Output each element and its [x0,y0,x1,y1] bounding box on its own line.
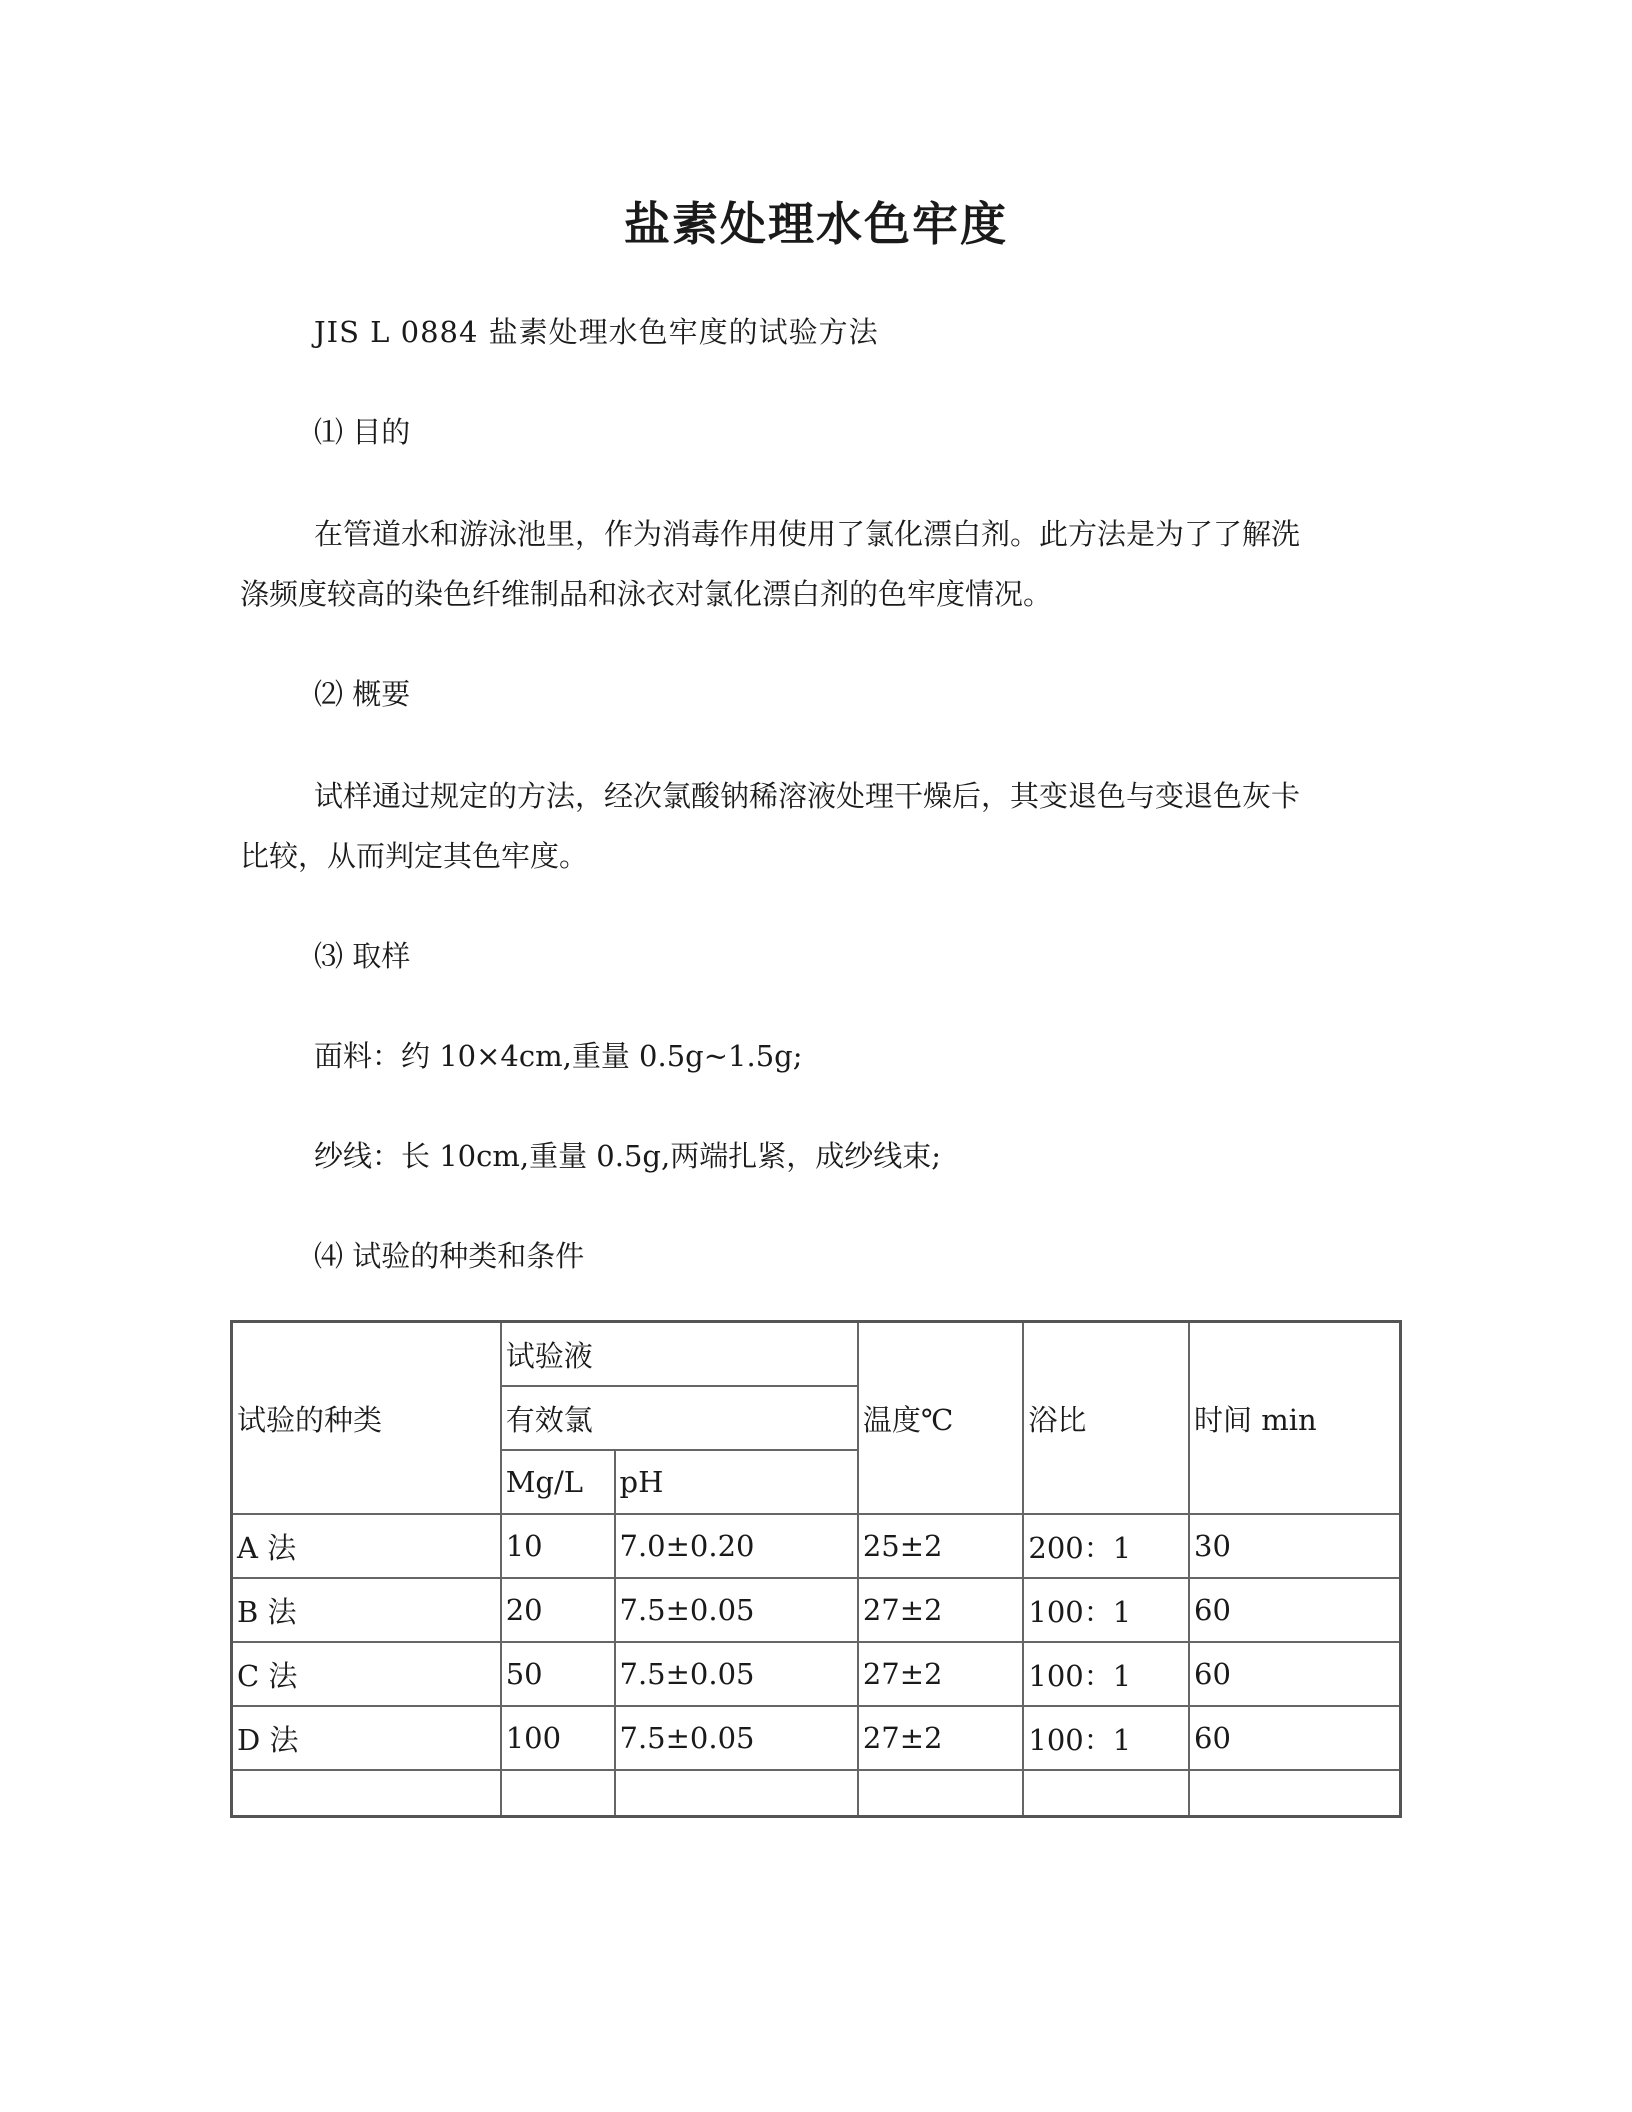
table-row [232,1578,1401,1642]
cell-ph: 7.5±0.05 [615,1578,858,1642]
table-row [232,1642,1401,1706]
cell-temperature: 27±2 [858,1706,1024,1770]
empty-cell [232,1770,501,1817]
header-ph: pH [615,1450,858,1514]
cell-temperature: 25±2 [858,1514,1024,1578]
sampling-yarn: 纱线：长 10cm,重量 0.5g,两端扎紧，成纱线束; [314,1139,941,1173]
conditions-heading: ⑷ 试验的种类和条件 [314,1239,585,1273]
test-conditions-table [230,1320,1402,1818]
header-effective-chlorine: 有效氯 [501,1386,858,1450]
empty-cell [1189,1770,1401,1817]
cell-bath-ratio: 100：1 [1023,1578,1189,1642]
empty-cell [858,1770,1024,1817]
cell-time: 60 [1189,1578,1401,1642]
table-row [232,1706,1401,1770]
table-row-empty [232,1770,1401,1817]
table-header-row [232,1322,1401,1387]
standard-line: JIS L 0884 盐素处理水色牢度的试验方法 [314,315,879,349]
page-title: 盐素处理水色牢度 [624,197,1008,251]
empty-cell [615,1770,858,1817]
purpose-heading: ⑴ 目的 [314,415,411,449]
header-mgl: Mg/L [501,1450,615,1514]
cell-ph: 7.5±0.05 [615,1706,858,1770]
sampling-heading: ⑶ 取样 [314,939,411,973]
cell-ph: 7.5±0.05 [615,1642,858,1706]
cell-mgl: 100 [501,1706,615,1770]
cell-temperature: 27±2 [858,1642,1024,1706]
cell-temperature: 27±2 [858,1578,1024,1642]
header-test-liquid: 试验液 [501,1322,858,1387]
cell-bath-ratio: 200：1 [1023,1514,1189,1578]
header-test-type: 试验的种类 [232,1322,501,1515]
cell-time: 60 [1189,1642,1401,1706]
cell-bath-ratio: 100：1 [1023,1642,1189,1706]
cell-time: 30 [1189,1514,1401,1578]
empty-cell [1023,1770,1189,1817]
summary-text-line1: 试样通过规定的方法，经次氯酸钠稀溶液处理干燥后，其变退色与变退色灰卡 [314,779,1301,813]
purpose-text-line1: 在管道水和游泳池里，作为消毒作用使用了氯化漂白剂。此方法是为了了解洗 [314,517,1301,551]
summary-text-line2: 比较，从而判定其色牢度。 [240,839,589,873]
cell-method: A 法 [232,1514,501,1578]
cell-method: D 法 [232,1706,501,1770]
cell-mgl: 20 [501,1578,615,1642]
cell-method: C 法 [232,1642,501,1706]
empty-cell [501,1770,615,1817]
header-bath-ratio: 浴比 [1023,1322,1189,1515]
header-time: 时间 min [1189,1322,1401,1515]
header-temperature: 温度℃ [858,1322,1024,1515]
cell-mgl: 50 [501,1642,615,1706]
cell-ph: 7.0±0.20 [615,1514,858,1578]
table-row [232,1514,1401,1578]
summary-heading: ⑵ 概要 [314,677,411,711]
purpose-text-line2: 涤频度较高的染色纤维制品和泳衣对氯化漂白剂的色牢度情况。 [240,577,1053,611]
cell-bath-ratio: 100：1 [1023,1706,1189,1770]
cell-time: 60 [1189,1706,1401,1770]
sampling-fabric: 面料：约 10×4cm,重量 0.5g~1.5g; [314,1039,803,1073]
cell-method: B 法 [232,1578,501,1642]
cell-mgl: 10 [501,1514,615,1578]
